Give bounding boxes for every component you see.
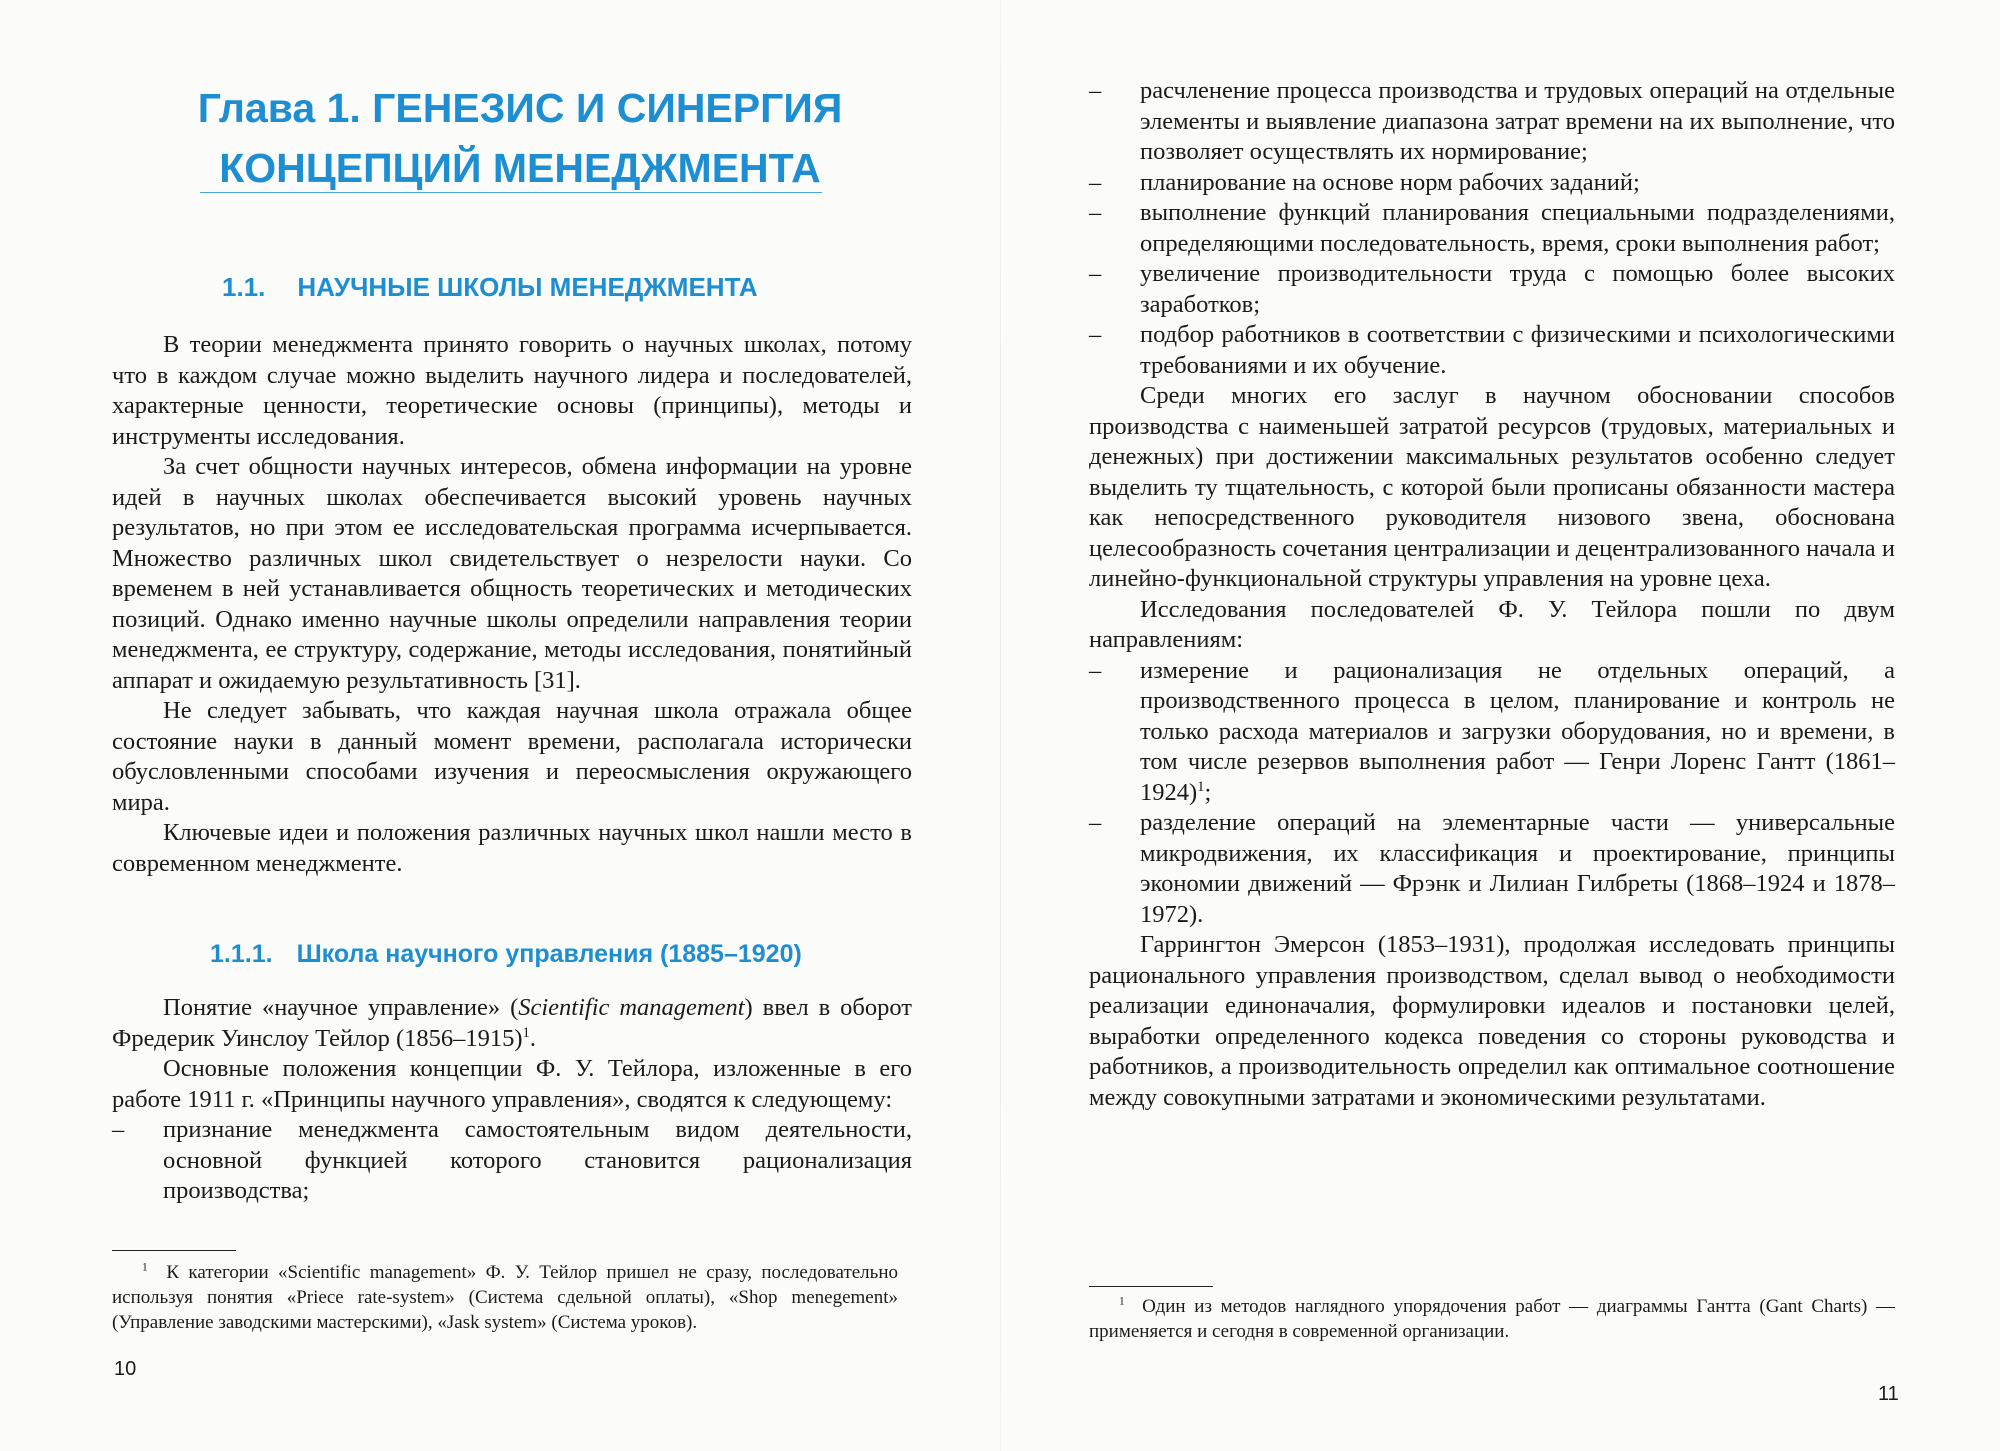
- paragraph-merits: Среди многих его заслуг в научном обосновании способов производства с наименьшей затратой ресурсов (трудовых, материальных и денежных) при достижении максимальных результатов особенно следует выделить ту тщательность, с которой были прописаны обязанности мастера как непосредственного руководителя низового звена, обоснована целесообразность сочетания централизации и децентрализованного начала и линейно-функциональной структуры управления на уровне цеха.: [1089, 382, 1895, 592]
- intro-text-block: [112, 330, 912, 879]
- list-item-text: увеличение производительности труда с помощью более высоких заработков;: [1140, 260, 1895, 318]
- list-item: [1089, 76, 1895, 168]
- text-run: ) ввел в оборот Фредерик Уинслоу Тейлор (1856–1915): [112, 994, 912, 1052]
- subsection-number: 1.1.1.: [210, 940, 273, 968]
- paragraph-scientific-management: [112, 993, 912, 1054]
- text-run: ;: [1204, 778, 1212, 806]
- list-item-text: выполнение функций планирования специальными подразделениями, определяющими последовательность, время, сроки выполнения работ;: [1140, 199, 1895, 257]
- paragraph: За счет общности научных интересов, обмена информации на уровне идей в научных школах обеспечивается высокий уровень научных результатов, но при этом ее исследовательская программа исчерпывается. Множество различных школ свидетельствует о незрелости науки. Со временем в ней устанавливается общность теоретических и методических позиций. Однако именно научные школы определили направления теории менеджмента, ее структуру, содержание, методы исследования, понятийный аппарат и ожидаемую результативность [31].: [112, 453, 912, 694]
- list-dash: –: [1089, 168, 1102, 196]
- footnote: [1089, 1294, 1895, 1344]
- chapter-title-line-1: Глава 1. ГЕНЕЗИС И СИНЕРГИЯ: [197, 85, 843, 131]
- taylor-text-block: [112, 993, 912, 1207]
- footnote-separator: [1089, 1286, 1213, 1287]
- principles-list: [112, 1115, 912, 1207]
- list-item-text: подбор работников в соответствии с физическими и психологическими требованиями и их обучение.: [1140, 321, 1895, 379]
- chapter-title: [180, 78, 860, 198]
- list-dash: –: [1089, 656, 1102, 684]
- list-dash: –: [1089, 260, 1102, 287]
- right-page: [1000, 0, 2000, 1451]
- paragraph: Основные положения концепции Ф. У. Тейлора, изложенные в его работе 1911 г. «Принципы научного управления», сводятся к следующему:: [112, 1055, 912, 1113]
- list-item: [1089, 656, 1895, 809]
- paragraph: Не следует забывать, что каждая научная школа отражала общее состояние науки в данный момент времени, располагала исторически обусловленными способами изучения и переосмысления окружающего мира.: [112, 697, 912, 816]
- list-item: [1089, 168, 1895, 199]
- list-item: [1089, 259, 1895, 320]
- principles-list-continued: [1089, 76, 1895, 381]
- list-item: [1089, 198, 1895, 259]
- text-run: Понятие «научное управление» (: [163, 994, 519, 1021]
- footnote-text: Один из методов наглядного упорядочения работ — диаграммы Гантта (Gant Charts) — применяется и сегодня в современной организации.: [1089, 1296, 1895, 1342]
- list-item: [112, 1115, 912, 1207]
- footnote-marker: 1: [1119, 1295, 1125, 1308]
- paragraph: В теории менеджмента принято говорить о научных школах, потому что в каждом случае можно выделить научного лидера и последователей, характерные ценности, теоретические основы (принципы), методы и инструменты исследования.: [112, 331, 912, 450]
- footnote: [112, 1260, 898, 1335]
- paragraph: Ключевые идеи и положения различных научных школ нашли место в современном менеджменте.: [112, 819, 912, 877]
- italic-term: Scientific management: [518, 994, 745, 1021]
- list-item-text: признание менеджмента самостоятельным видом деятельности, основной функцией которого становится рационализация производства;: [163, 1116, 912, 1204]
- text-run: .: [529, 1024, 536, 1052]
- list-item: [1089, 808, 1895, 930]
- subsection-title: Школа научного управления (1885–1920): [296, 940, 802, 968]
- list-item-text: разделение операций на элементарные части — универсальные микродвижения, их классификация и проектирование, принципы экономии движений — Фрэнк и Лилиан Гилбреты (1868–1924 и 1878–1972).: [1140, 809, 1895, 928]
- paragraph-followers: Исследования последователей Ф. У. Тейлора пошли по двум направлениям:: [1089, 595, 1895, 653]
- list-dash: –: [1089, 77, 1102, 104]
- chapter-title-underline: [200, 192, 822, 193]
- footnote-marker: 1: [142, 1261, 148, 1274]
- list-dash: –: [1089, 199, 1102, 226]
- list-item: [1089, 320, 1895, 381]
- right-text-block: [1089, 76, 1895, 1113]
- footnote-text-line: [1089, 1294, 1895, 1344]
- paragraph-emerson: Гаррингтон Эмерсон (1853–1931), продолжая исследовать принципы рационального управления производством, сделал вывод о необходимости реализации единоначалия, формулировки идеалов и постановки целей, выработки определенного кодекса поведения со стороны руководства и работников, а производительность определил как оптимальное соотношение между совокупными затратами и экономическими результатами.: [1089, 931, 1895, 1111]
- section-title: НАУЧНЫЕ ШКОЛЫ МЕНЕДЖМЕНТА: [297, 272, 758, 302]
- list-item-text: измерение и рационализация не отдельных операций, а производственного процесса в целом, планирование и контроль не только расхода материалов и загрузки оборудования, но и времени, в том числе резервов выполнения работ — Генри Лоренс Гантт (1861–1924): [1140, 656, 1895, 806]
- list-item-text: планирование на основе норм рабочих заданий;: [1140, 168, 1640, 196]
- subsection-heading: [210, 940, 802, 969]
- chapter-title-line-2: КОНЦЕПЦИЙ МЕНЕДЖМЕНТА: [219, 145, 821, 191]
- footnote-text: К категории «Scientific management» Ф. У. Тейлор пришел не сразу, последовательно используя понятия «Priece rate-system» (Система сдельной оплаты), «Shop menegement» (Управление заводскими мастерскими), «Jask system» (Система уроков).: [112, 1262, 898, 1333]
- page-number: 11: [1878, 1383, 1899, 1405]
- followers-list: [1089, 656, 1895, 931]
- list-item-text: расчленение процесса производства и трудовых операций на отдельные элементы и выявление диапазона затрат времени на их выполнение, что позволяет осуществлять их нормирование;: [1140, 77, 1895, 165]
- list-dash: –: [1089, 809, 1102, 836]
- footnote-text-line: [112, 1260, 898, 1335]
- footnote-ref: 1: [522, 1024, 530, 1041]
- list-dash: –: [112, 1116, 125, 1143]
- section-number: 1.1.: [222, 272, 266, 302]
- section-heading: [222, 272, 758, 303]
- list-dash: –: [1089, 321, 1102, 348]
- footnote-ref: 1: [1197, 778, 1205, 795]
- page-number: 10: [114, 1358, 137, 1380]
- footnote-separator: [112, 1250, 236, 1251]
